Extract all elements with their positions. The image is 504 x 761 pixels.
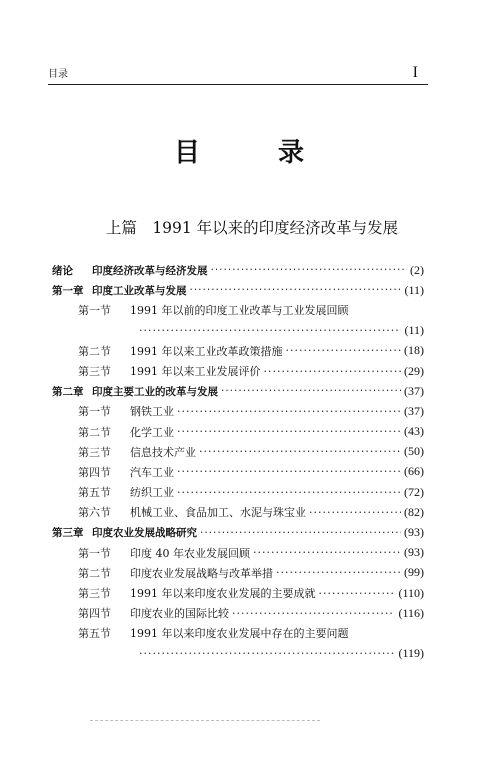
part-title: 上篇 1991 年以来的印度经济改革与发展	[105, 219, 399, 237]
toc-section-entry	[52, 482, 424, 502]
toc-entry-title: 1991 年以前的印度工业改革与工业发展回顾	[130, 304, 349, 318]
toc-leader-dots	[177, 405, 401, 418]
toc-chapter-entry	[52, 381, 424, 401]
toc-entry-label: 绪论	[52, 264, 73, 277]
toc-section-entry	[52, 361, 424, 381]
toc-entry-title: 1991 年以来工业发展评价	[130, 365, 261, 379]
toc-entry-label: 第三章	[52, 527, 84, 540]
toc-page-number: (37)	[404, 383, 424, 398]
toc-entry-label: 第一节	[78, 405, 111, 419]
toc-section-entry	[52, 462, 424, 482]
toc-chapter-entry	[52, 280, 424, 300]
toc-leader-dots	[264, 365, 402, 378]
toc-leader-dots	[232, 607, 395, 620]
toc-entry-title: 印度经济改革与经济发展	[92, 264, 208, 277]
toc-entry-title: 1991 年以来工业改革政策措施	[130, 344, 283, 358]
running-header	[48, 62, 428, 85]
toc-leader-dots	[139, 324, 401, 337]
toc-entry-label: 第一节	[78, 304, 111, 318]
toc-section-entry	[52, 502, 424, 522]
toc-page-number: (72)	[404, 484, 424, 499]
toc-entry-title: 1991 年以来印度农业发展中存在的主要问题	[130, 627, 349, 641]
toc-section-entry	[52, 321, 424, 341]
toc-entry-label: 第一章	[52, 284, 84, 297]
toc-leader-dots	[190, 284, 402, 296]
toc-entry-title: 印度农业的国际比较	[130, 607, 229, 621]
toc-section-entry	[52, 401, 424, 421]
toc-page-number: (119)	[398, 646, 424, 661]
toc-leader-dots	[286, 344, 402, 357]
toc-entry-title: 1991 年以来印度农业发展的主要成就	[130, 587, 316, 601]
toc-leader-dots	[200, 527, 401, 539]
toc-page-number: (99)	[404, 565, 424, 580]
toc-page-number: (11)	[404, 323, 424, 338]
toc-section-entry	[52, 603, 424, 623]
toc-entry-label: 第一节	[78, 546, 111, 560]
toc-leader-dots	[276, 566, 401, 579]
toc-entry-label: 第六节	[78, 506, 111, 520]
toc-entry-title: 机械工业、食品加工、水泥与珠宝业	[130, 506, 306, 520]
toc-leader-dots	[177, 425, 401, 438]
toc-page-number: (93)	[404, 525, 424, 540]
toc-entry-label: 第二章	[52, 385, 84, 398]
toc-leader-dots	[319, 587, 396, 600]
toc-section-entry	[52, 563, 424, 583]
toc-chapter-entry	[52, 522, 424, 542]
scan-artifact	[90, 720, 320, 722]
toc-leader-dots	[221, 385, 401, 397]
toc-page-number: (11)	[404, 282, 424, 297]
toc-leader-dots	[177, 486, 401, 499]
page-title: 目 录	[173, 138, 330, 168]
toc-leader-dots	[309, 506, 401, 519]
toc-page-number: (110)	[398, 585, 424, 600]
toc-entry-label: 第四节	[78, 465, 111, 479]
toc-entry-title: 汽车工业	[130, 465, 174, 479]
page-number: I	[412, 64, 418, 81]
toc-section-entry	[52, 422, 424, 442]
table-of-contents	[52, 260, 424, 664]
toc-section-entry	[52, 644, 424, 664]
toc-section-entry	[52, 583, 424, 603]
toc-section-entry	[52, 543, 424, 563]
toc-entry-label: 第三节	[78, 445, 111, 459]
toc-page-number: (116)	[398, 605, 424, 620]
toc-page-number: (2)	[410, 262, 424, 277]
toc-entry-label: 第五节	[78, 486, 111, 500]
toc-entry-label: 第二节	[78, 566, 111, 580]
toc-leader-dots	[211, 264, 408, 276]
toc-leader-dots	[199, 445, 401, 458]
toc-page-number: (18)	[404, 343, 424, 358]
toc-entry-label: 第三节	[78, 587, 111, 601]
toc-section-entry	[52, 341, 424, 361]
toc-entry-title: 印度农业发展战略与改革举措	[130, 566, 273, 580]
toc-page-number: (43)	[404, 424, 424, 439]
toc-section-entry	[52, 300, 424, 320]
toc-entry-title: 印度工业改革与发展	[92, 284, 187, 297]
running-title: 目录	[48, 69, 68, 80]
toc-entry-title: 信息技术产业	[130, 445, 196, 459]
toc-page-number: (66)	[404, 464, 424, 479]
toc-chapter-entry	[52, 260, 424, 280]
toc-entry-label: 第三节	[78, 365, 111, 379]
toc-leader-dots	[177, 465, 401, 478]
toc-page-number: (93)	[404, 545, 424, 560]
toc-section-entry	[52, 442, 424, 462]
toc-entry-title: 钢铁工业	[130, 405, 174, 419]
toc-leader-dots	[139, 647, 395, 660]
toc-leader-dots	[253, 546, 401, 559]
toc-page-number: (29)	[404, 363, 424, 378]
toc-section-entry	[52, 623, 424, 643]
toc-entry-title: 纺织工业	[130, 486, 174, 500]
toc-entry-label: 第四节	[78, 607, 111, 621]
toc-entry-title: 印度农业发展战略研究	[92, 527, 197, 540]
toc-entry-label: 第五节	[78, 627, 111, 641]
toc-entry-title: 印度主要工业的改革与发展	[92, 385, 218, 398]
toc-entry-label: 第二节	[78, 344, 111, 358]
toc-entry-title: 印度 40 年农业发展回顾	[130, 546, 250, 560]
toc-entry-title: 化学工业	[130, 425, 174, 439]
toc-entry-label: 第二节	[78, 425, 111, 439]
toc-page-number: (82)	[404, 504, 424, 519]
toc-page-number: (37)	[404, 403, 424, 418]
toc-page-number: (50)	[404, 444, 424, 459]
